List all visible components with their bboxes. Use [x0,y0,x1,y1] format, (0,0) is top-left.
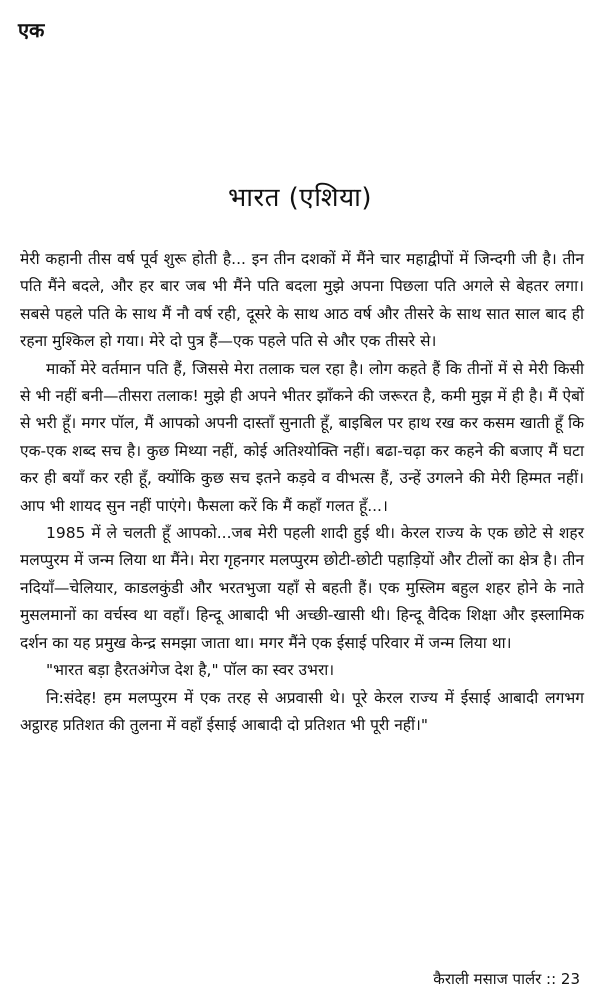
paragraph-4: "भारत बड़ा हैरतअंगेज देश है," पॉल का स्वर उभरा। [46,661,335,680]
chapter-label: एक [18,18,45,42]
chapter-title: भारत (एशिया) [227,183,373,213]
paragraph-5: नि:संदेह! हम मलप्पुरम में एक तरह से अप्रवासी थे। पूरे केरल राज्य में ईसाई आबादी लगभग अट्ठारह प्रतिशत की तुलना में वहाँ ईसाई आबादी दो प्रतिशत भी पूरी नहीं।" [20,688,584,734]
paragraph-3: 1985 में ले चलती हूँ आपको...जब मेरी पहली शादी हुई थी। केरल राज्य के एक छोटे से शहर मलप्पुरम में जन्म लिया था मैंने। मेरा गृहनगर मलप्पुरम छोटी-छोटी पहाड़ियों और टीलों का क्षेत्र है। तीन नदियाँ—चेलियार, काडलकुंडी और भरतभुजा यहाँ से बहती हैं। एक मुस्लिम बहुल शहर होने के नाते मुसलमानों का वर्चस्व था वहाँ। हिन्दू आबादी भी अच्छी-खासी थी। हिन्दू वैदिक शिक्षा और इस्लामिक दर्शन का यह प्रमुख केन्द्र समझा जाता था। मगर मैंने एक ईसाई परिवार में जन्म लिया था। [20,524,584,652]
paragraph-2: मार्को मेरे वर्तमान पति हैं, जिससे मेरा तलाक चल रहा है। लोग कहते हैं कि तीनों में से मेरी किसी से भी नहीं बनी—तीसरा तलाक! मुझे ही अपने भीतर झाँकने की जरूरत है, कमी मुझ में ही है। मैं ऐबों से भरी हूँ। मगर पॉल, मैं आपको अपनी दास्ताँ सुनाती हूँ, बाइबिल पर हाथ रख कर कसम खाती हूँ कि एक-एक शब्द सच है। कुछ मिथ्या नहीं, कोई अतिश्योक्ति नहीं। बढा-चढ़ा कर कहने की बजाए मैं घटा कर ही बयाँ कर रही हूँ, क्योंकि कुछ सच इतने कड़वे व वीभत्स हैं, उन्हें उगलने की मेरी हिम्मत नहीं। आप भी शायद सुन नहीं पाएंगे। फैसला करें कि मैं कहाँ गलत हूँ...। [20,359,584,515]
page-footer: कैराली मसाज पार्लर :: 23 [433,970,580,988]
body-text [20,246,584,739]
paragraph-1: मेरी कहानी तीस वर्ष पूर्व शुरू होती है... इन तीन दशकों में मैंने चार महाद्वीपों में जिन्दगी जी है। तीन पति मैंने बदले, और हर बार जब भी मैंने पति बदला मुझे अपना पिछला पति अगले से बेहतर लगा। सबसे पहले पति के साथ मैं नौ वर्ष रही, दूसरे के साथ आठ वर्ष और तीसरे के साथ सात साल बाद ही रहना मुश्किल हो गया। मेरे दो पुत्र हैं—एक पहले पति से और एक तीसरे से। [20,250,584,351]
